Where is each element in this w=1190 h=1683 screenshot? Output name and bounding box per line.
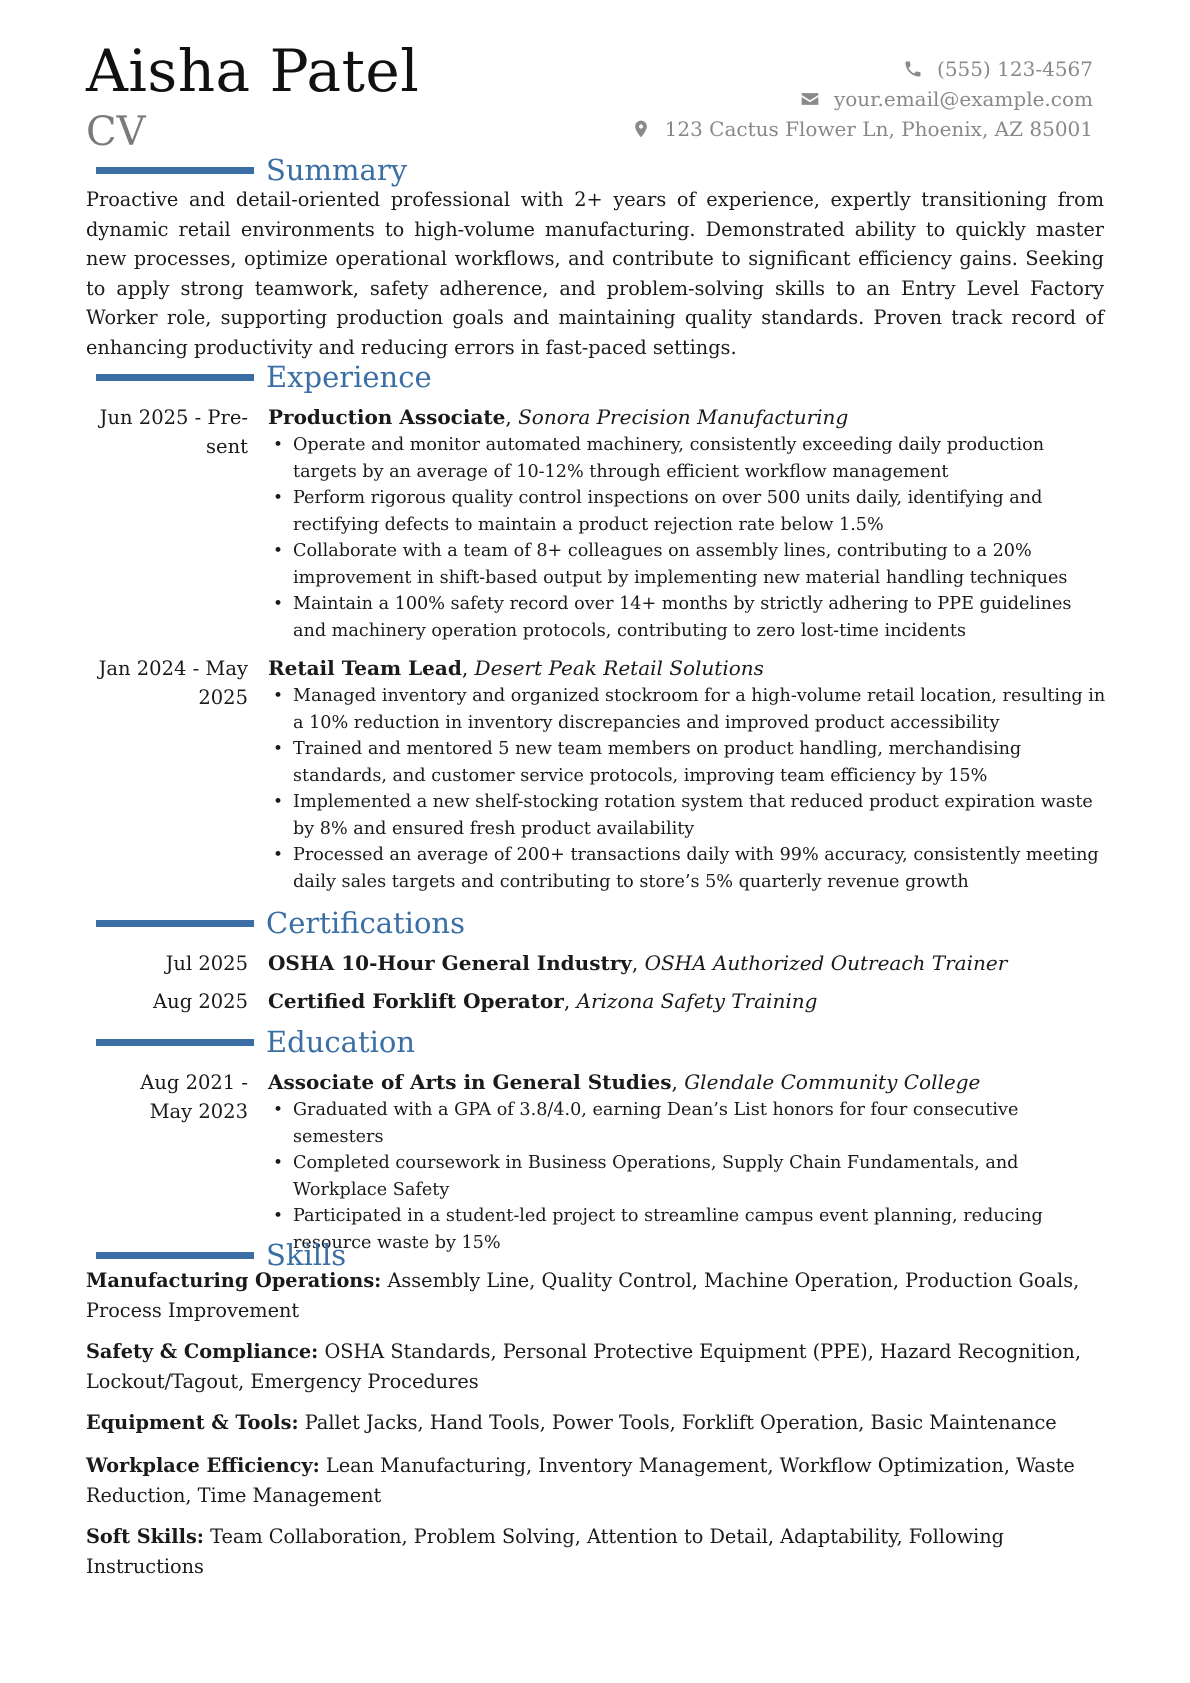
bullet-item: • Participated in a student-led project to streamline campus event planning, reducing resource waste by 15% xyxy=(268,1203,1108,1256)
section-title: Education xyxy=(266,1024,416,1059)
envelope-icon xyxy=(800,89,820,109)
section-title: Certifications xyxy=(266,905,465,940)
bullet-item: • Operate and monitor automated machinery, consistently exceeding daily production targets by an average of 10-12% through efficient workflow management xyxy=(268,432,1108,485)
section-rule xyxy=(96,167,254,174)
entry-body xyxy=(268,1068,1108,1256)
section-title: Skills xyxy=(266,1237,347,1272)
employer: Sonora Precision Manufacturing xyxy=(518,405,849,429)
section-education-heading xyxy=(96,1025,415,1059)
section-experience-heading xyxy=(96,360,432,394)
email-address[interactable]: your.email@example.com xyxy=(833,87,1093,111)
section-title: Experience xyxy=(266,359,432,394)
entry-heading: Retail Team Lead, Desert Peak Retail Solutions xyxy=(268,656,764,680)
summary-paragraph: Proactive and detail-oriented professional with 2+ years of experience, expertly transitioning from dynamic retail environments to high-volume manufacturing. Demonstrated ability to quickly master new processes, optimize operational workflows, and contribute to significant efficiency gains. Seeking to apply strong teamwork, safety adherence, and problem-solving skills to an Entry Level Factory Worker role, supporting production goals and maintaining quality standards. Proven track record of enhancing productivity and reducing errors in fast-paced settings. xyxy=(86,188,1104,359)
entry-date xyxy=(86,654,248,712)
entry-body xyxy=(268,654,1108,895)
entry-date: Aug 2025 xyxy=(153,990,248,1013)
date-line: Jun 2025 - Pre- xyxy=(99,406,248,429)
certification-title: OSHA 10-Hour General Industry xyxy=(268,951,632,975)
bullet-item: • Implemented a new shelf-stocking rotation system that reduced product expiration waste by 8% and ensured fresh product availability xyxy=(268,789,1108,842)
skill-group xyxy=(86,1451,1106,1510)
skill-label: Manufacturing Operations: xyxy=(86,1269,382,1292)
candidate-name: Aisha Patel xyxy=(86,37,420,105)
entry-body xyxy=(268,987,1108,1016)
phone-icon xyxy=(903,59,923,79)
entry-heading: Associate of Arts in General Studies, Glendale Community College xyxy=(268,1070,981,1094)
entry-date xyxy=(86,1068,248,1126)
section-title: Summary xyxy=(266,152,408,187)
institution: Glendale Community College xyxy=(684,1070,981,1094)
skill-items: Team Collaboration, Problem Solving, Attention to Detail, Adaptability, Following Instructions xyxy=(86,1525,1005,1578)
skill-label: Workplace Efficiency: xyxy=(86,1454,320,1477)
section-summary-heading xyxy=(96,153,407,187)
skill-items: Pallet Jacks, Hand Tools, Power Tools, Forklift Operation, Basic Maintenance xyxy=(304,1411,1057,1434)
issuer: Arizona Safety Training xyxy=(576,989,818,1013)
contact-phone xyxy=(631,54,1093,84)
entry-heading: OSHA 10-Hour General Industry, OSHA Authorized Outreach Trainer xyxy=(268,951,1008,975)
certification-title: Certified Forklift Operator xyxy=(268,989,564,1013)
map-pin-icon xyxy=(631,119,651,139)
skill-group xyxy=(86,1337,1106,1396)
postal-address: 123 Cactus Flower Ln, Phoenix, AZ 85001 xyxy=(664,117,1093,141)
job-title: Retail Team Lead xyxy=(268,656,462,680)
entry-heading: Production Associate, Sonora Precision Manufacturing xyxy=(268,405,849,429)
document-label: CV xyxy=(86,109,146,155)
skill-label: Soft Skills: xyxy=(86,1525,204,1548)
section-certifications-heading xyxy=(96,906,465,940)
entry-body xyxy=(268,403,1108,644)
bullet-list xyxy=(268,683,1108,895)
date-line: May 2023 xyxy=(149,1100,248,1123)
contact-block xyxy=(631,54,1093,144)
bullet-item: • Managed inventory and organized stockroom for a high-volume retail location, resulting in a 10% reduction in inventory discrepancies and improved product accessibility xyxy=(268,683,1108,736)
bullet-item: • Completed coursework in Business Operations, Supply Chain Fundamentals, and Workplace Safety xyxy=(268,1150,1108,1203)
skill-group xyxy=(86,1408,1106,1438)
job-title: Production Associate xyxy=(268,405,506,429)
bullet-list xyxy=(268,1097,1108,1256)
skill-group xyxy=(86,1522,1106,1581)
skill-label: Safety & Compliance: xyxy=(86,1340,319,1363)
entry-date: Jul 2025 xyxy=(165,952,248,975)
bullet-item: • Maintain a 100% safety record over 14+ months by strictly adhering to PPE guidelines and machinery operation protocols, contributing to zero lost-time incidents xyxy=(268,591,1108,644)
issuer: OSHA Authorized Outreach Trainer xyxy=(644,951,1008,975)
entry-body xyxy=(268,949,1108,978)
bullet-item: • Processed an average of 200+ transactions daily with 99% accuracy, consistently meeting daily sales targets and contributing to store’s 5% quarterly revenue growth xyxy=(268,842,1108,895)
bullet-item: • Trained and mentored 5 new team members on product handling, merchandising standards, and customer service protocols, improving team efficiency by 15% xyxy=(268,736,1108,789)
date-line: Aug 2021 - xyxy=(140,1071,248,1094)
section-rule xyxy=(96,920,254,927)
bullet-item: • Collaborate with a team of 8+ colleagues on assembly lines, contributing to a 20% improvement in shift-based output by implementing new material handling techniques xyxy=(268,538,1108,591)
employer: Desert Peak Retail Solutions xyxy=(474,656,764,680)
phone-number[interactable]: (555) 123-4567 xyxy=(937,57,1093,81)
section-rule xyxy=(96,374,254,381)
section-rule xyxy=(96,1252,254,1259)
bullet-item: • Perform rigorous quality control inspections on over 500 units daily, identifying and rectifying defects to maintain a product rejection rate below 1.5% xyxy=(268,485,1108,538)
entry-date xyxy=(86,403,248,461)
contact-address xyxy=(631,114,1093,144)
skill-group xyxy=(86,1266,1106,1325)
date-line: Jan 2024 - May xyxy=(98,657,248,680)
bullet-item: • Graduated with a GPA of 3.8/4.0, earning Dean’s List honors for four consecutive semesters xyxy=(268,1097,1108,1150)
date-line: 2025 xyxy=(198,686,248,709)
skill-items: OSHA Standards, Personal Protective Equipment (PPE), Hazard Recognition, Lockout/Tagout, Emergency Procedures xyxy=(86,1340,1081,1393)
contact-email xyxy=(631,84,1093,114)
skill-items: Lean Manufacturing, Inventory Management, Workflow Optimization, Waste Reduction, Time Management xyxy=(86,1454,1075,1507)
skill-label: Equipment & Tools: xyxy=(86,1411,299,1434)
date-line: sent xyxy=(206,435,248,458)
degree-title: Associate of Arts in General Studies xyxy=(268,1070,672,1094)
skill-items: Assembly Line, Quality Control, Machine Operation, Production Goals, Process Improvement xyxy=(86,1269,1080,1322)
entry-heading: Certified Forklift Operator, Arizona Safety Training xyxy=(268,989,818,1013)
bullet-list xyxy=(268,432,1108,644)
section-rule xyxy=(96,1039,254,1046)
